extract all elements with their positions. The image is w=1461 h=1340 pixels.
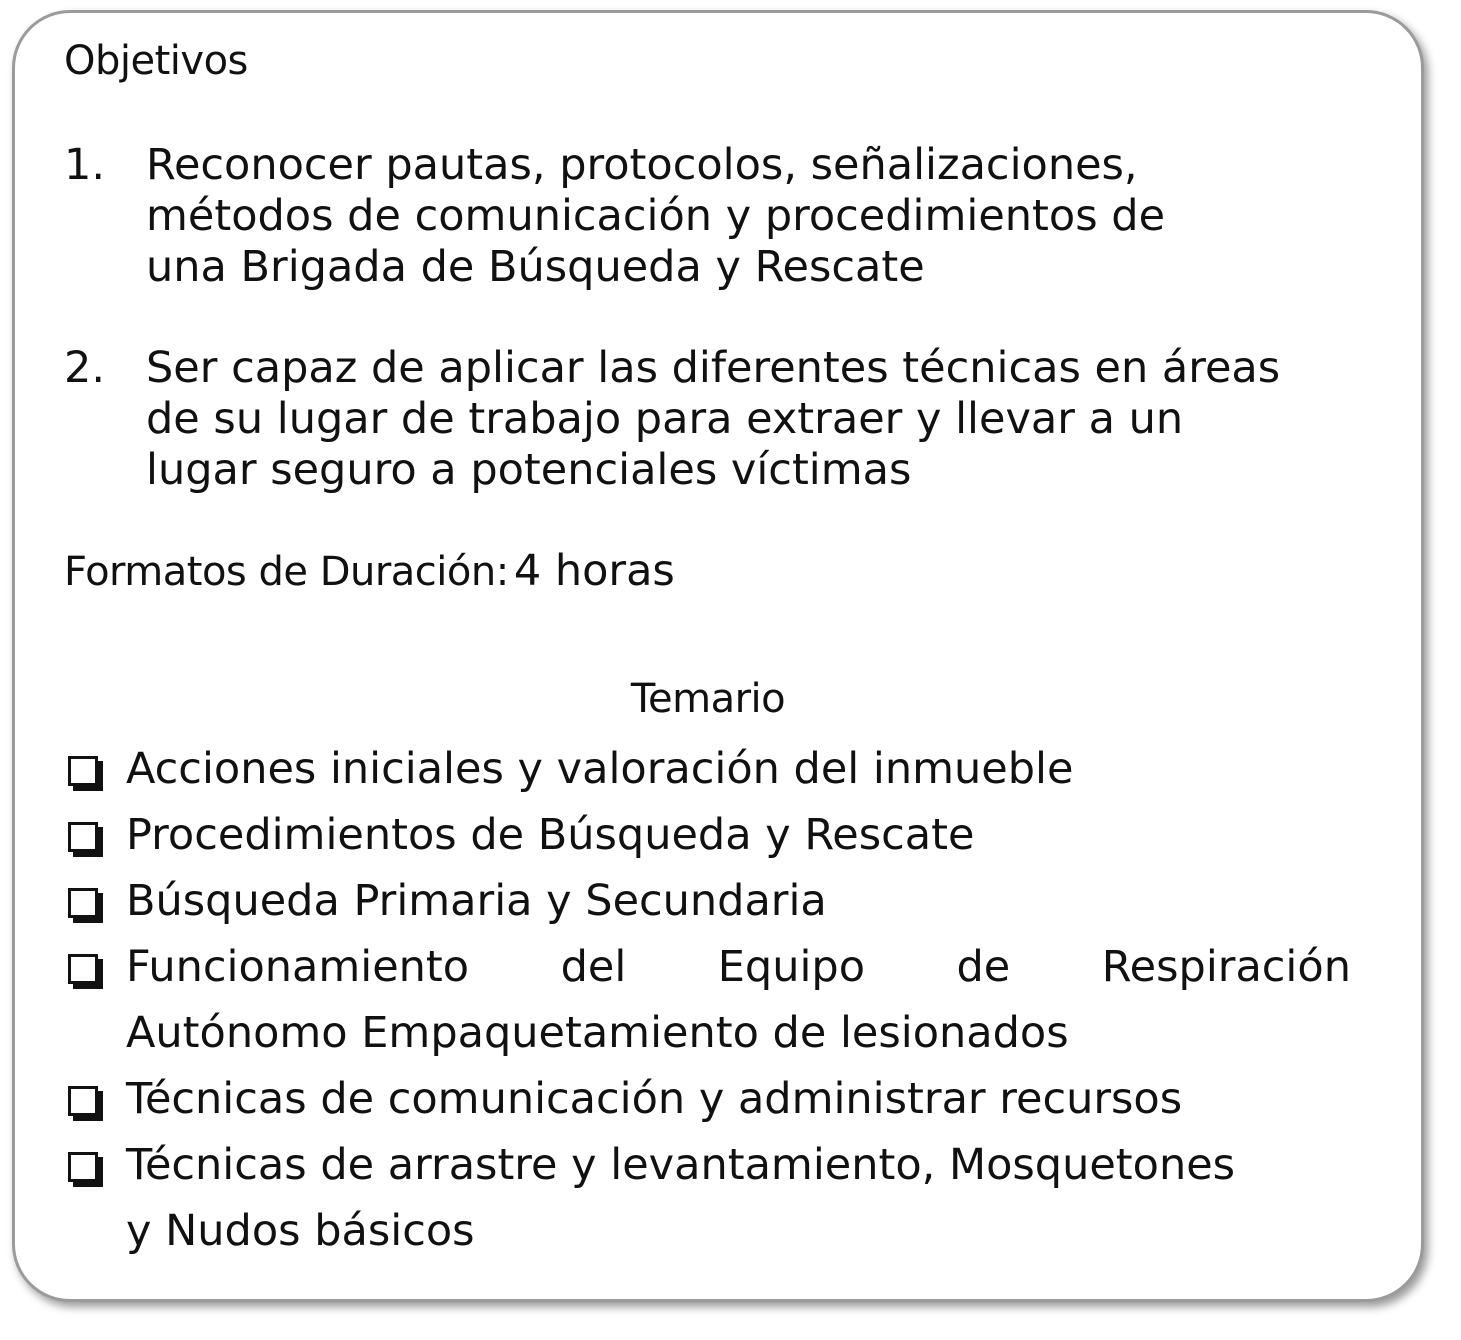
objective-line: de su lugar de trabajo para extraer y llevar a un: [146, 394, 1184, 444]
duracion-label: Formatos de Duración:: [64, 549, 509, 595]
temario-item-continuation: Autónomo Empaquetamiento de lesionados: [126, 1008, 1069, 1058]
checkbox-square-icon: [68, 1152, 98, 1182]
temario-title: Temario: [630, 676, 786, 722]
objective-line: una Brigada de Búsqueda y Rescate: [146, 242, 925, 292]
objective-line: Reconocer pautas, protocolos, señalizaciones,: [146, 140, 1138, 190]
temario-item-continuation: y Nudos básicos: [126, 1206, 475, 1256]
temario-item: Procedimientos de Búsqueda y Rescate: [126, 810, 975, 860]
objective-number: 2.: [64, 343, 106, 393]
temario-item-justified-line: [126, 934, 1351, 1000]
temario-word: del: [560, 942, 627, 992]
temario-word: Funcionamiento: [126, 942, 470, 992]
temario-item: Búsqueda Primaria y Secundaria: [126, 876, 827, 926]
checkbox-square-icon: [68, 756, 98, 786]
objective-line: lugar seguro a potenciales víctimas: [146, 445, 912, 495]
objective-line: métodos de comunicación y procedimientos de: [146, 191, 1166, 241]
duracion-row: [64, 546, 675, 596]
objective-line: Ser capaz de aplicar las diferentes técnicas en áreas: [146, 343, 1281, 393]
checkbox-square-icon: [68, 888, 98, 918]
temario-item: Acciones iniciales y valoración del inmueble: [126, 744, 1074, 794]
duracion-value: 4 horas: [513, 546, 675, 596]
objective-number: 1.: [64, 140, 106, 190]
temario-word: Respiración: [1101, 942, 1351, 992]
temario-item: Técnicas de arrastre y levantamiento, Mosquetones: [126, 1140, 1236, 1190]
checkbox-square-icon: [68, 954, 98, 984]
temario-word: de: [956, 942, 1011, 992]
checkbox-square-icon: [68, 1086, 98, 1116]
objetivos-title: Objetivos: [64, 38, 248, 84]
temario-word: Equipo: [717, 942, 866, 992]
temario-item: Técnicas de comunicación y administrar recursos: [126, 1074, 1183, 1124]
checkbox-square-icon: [68, 822, 98, 852]
